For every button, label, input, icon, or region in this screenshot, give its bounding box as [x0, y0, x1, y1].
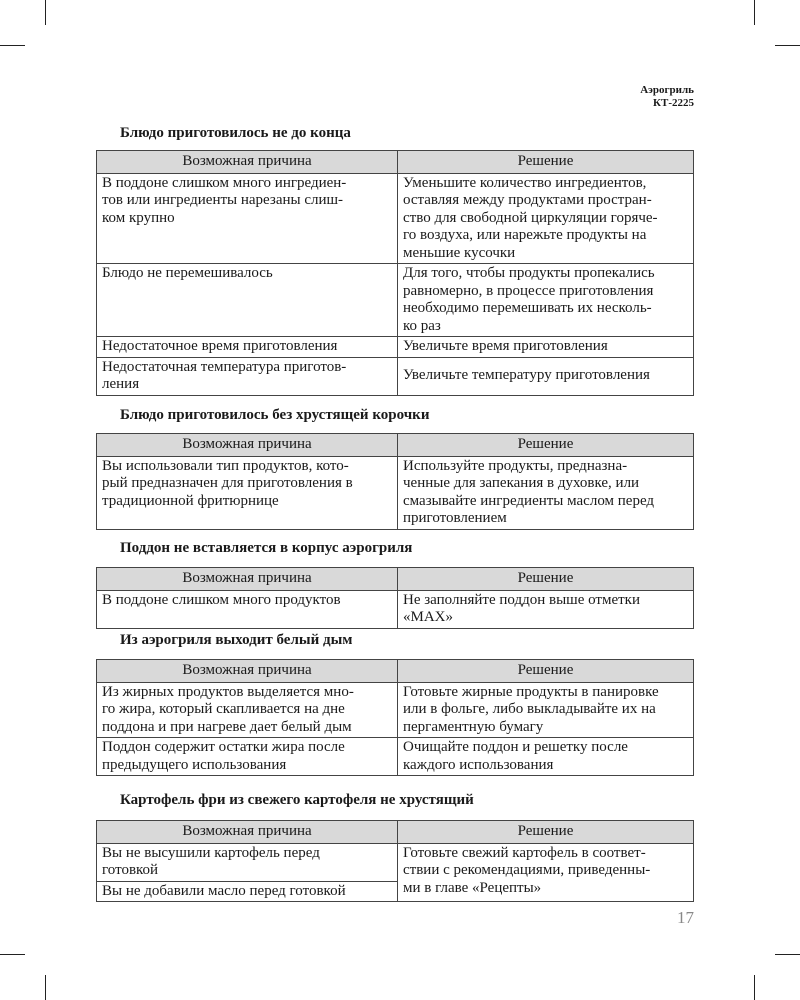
cause-cell: В поддоне слишком много ингредиен- тов или ингредиенты нарезаны слиш- ком крупно: [97, 173, 398, 264]
solution-cell: Готовьте жирные продукты в панировке или в фольге, либо выкладывайте их на пергаментную бумагу: [398, 682, 694, 738]
cause-cell: Из жирных продуктов выделяется мно- го жира, который скапливается на дне поддона и при нагреве дает белый дым: [97, 682, 398, 738]
table-header-row: [97, 660, 694, 683]
cause-cell: Недостаточное время приготовления: [97, 337, 398, 358]
cause-cell: Вы использовали тип продуктов, кото- рый предназначен для приготовления в традиционной фритюрнице: [97, 456, 398, 529]
cause-cell: Поддон содержит остатки жира после предыдущего использования: [97, 738, 398, 776]
table-row: [97, 590, 694, 628]
table-row: [97, 456, 694, 529]
solution-header: Решение: [398, 821, 694, 844]
troubleshooting-table: [96, 150, 694, 396]
table-header-row: [97, 151, 694, 174]
running-header: [640, 84, 694, 110]
troubleshooting-table: [96, 820, 694, 902]
crop-mark: [45, 0, 46, 25]
crop-mark: [0, 45, 25, 46]
section-white-smoke: [96, 631, 694, 776]
table-header-row: [97, 568, 694, 591]
cause-cell: В поддоне слишком много продуктов: [97, 590, 398, 628]
crop-mark: [775, 45, 800, 46]
table-header-row: [97, 434, 694, 457]
troubleshooting-table: [96, 659, 694, 776]
table-header-row: [97, 821, 694, 844]
crop-mark: [45, 975, 46, 1000]
crop-mark: [754, 975, 755, 1000]
section-title: Блюдо приготовилось без хрустящей корочки: [120, 407, 430, 423]
section-title: Из аэрогриля выходит белый дым: [120, 632, 353, 648]
solution-cell: Не заполняйте поддон выше отметки «MAX»: [398, 590, 694, 628]
solution-cell: Используйте продукты, предназна- ченные для запекания в духовке, или смазывайте ингредиенты маслом перед приготовлением: [398, 456, 694, 529]
section-undercooked: [96, 124, 694, 396]
model-number: КТ-2225: [653, 97, 694, 109]
cause-header: Возможная причина: [97, 660, 398, 683]
cause-cell: Блюдо не перемешивалось: [97, 264, 398, 337]
solution-header: Решение: [398, 151, 694, 174]
crop-mark: [754, 0, 755, 25]
solution-header: Решение: [398, 568, 694, 591]
table-row: [97, 337, 694, 358]
solution-cell: Увеличьте время приготовления: [398, 337, 694, 358]
section-title: Блюдо приготовилось не до конца: [120, 125, 351, 141]
table-row: [97, 357, 694, 395]
cause-header: Возможная причина: [97, 568, 398, 591]
crop-mark: [775, 954, 800, 955]
section-tray-not-inserting: [96, 539, 694, 629]
solution-cell: Увеличьте температуру приготовления: [398, 357, 694, 395]
section-fries-not-crispy: [96, 791, 694, 902]
cause-cell: Вы не высушили картофель перед готовкой: [97, 843, 398, 881]
troubleshooting-table: [96, 433, 694, 530]
table-row: [97, 173, 694, 264]
table-row: [97, 264, 694, 337]
cause-header: Возможная причина: [97, 151, 398, 174]
table-row: [97, 738, 694, 776]
section-no-crust: [96, 406, 694, 530]
troubleshooting-table: [96, 567, 694, 629]
product-name: Аэрогриль: [640, 84, 694, 96]
solution-cell: Очищайте поддон и решетку после каждого использования: [398, 738, 694, 776]
table-row: [97, 682, 694, 738]
solution-cell: Для того, чтобы продукты пропекались равномерно, в процессе приготовления необходимо перемешивать их несколь- ко раз: [398, 264, 694, 337]
solution-cell: Готовьте свежий картофель в соответ- ствии с рекомендациями, приведенны- ми в главе «Рецепты»: [398, 843, 694, 902]
solution-cell: Уменьшите количество ингредиентов, оставляя между продуктами простран- ство для свободной циркуляции горяче- го воздуха, или нарежьте продукты на меньшие кусочки: [398, 173, 694, 264]
cause-cell: Вы не добавили масло перед готовкой: [97, 881, 398, 902]
section-title: Поддон не вставляется в корпус аэрогриля: [120, 540, 413, 556]
table-row: [97, 843, 694, 881]
solution-header: Решение: [398, 434, 694, 457]
section-title: Картофель фри из свежего картофеля не хрустящий: [120, 792, 474, 808]
cause-cell: Недостаточная температура приготов- ления: [97, 357, 398, 395]
page-number: 17: [677, 908, 694, 927]
solution-header: Решение: [398, 660, 694, 683]
cause-header: Возможная причина: [97, 821, 398, 844]
crop-mark: [0, 954, 25, 955]
cause-header: Возможная причина: [97, 434, 398, 457]
